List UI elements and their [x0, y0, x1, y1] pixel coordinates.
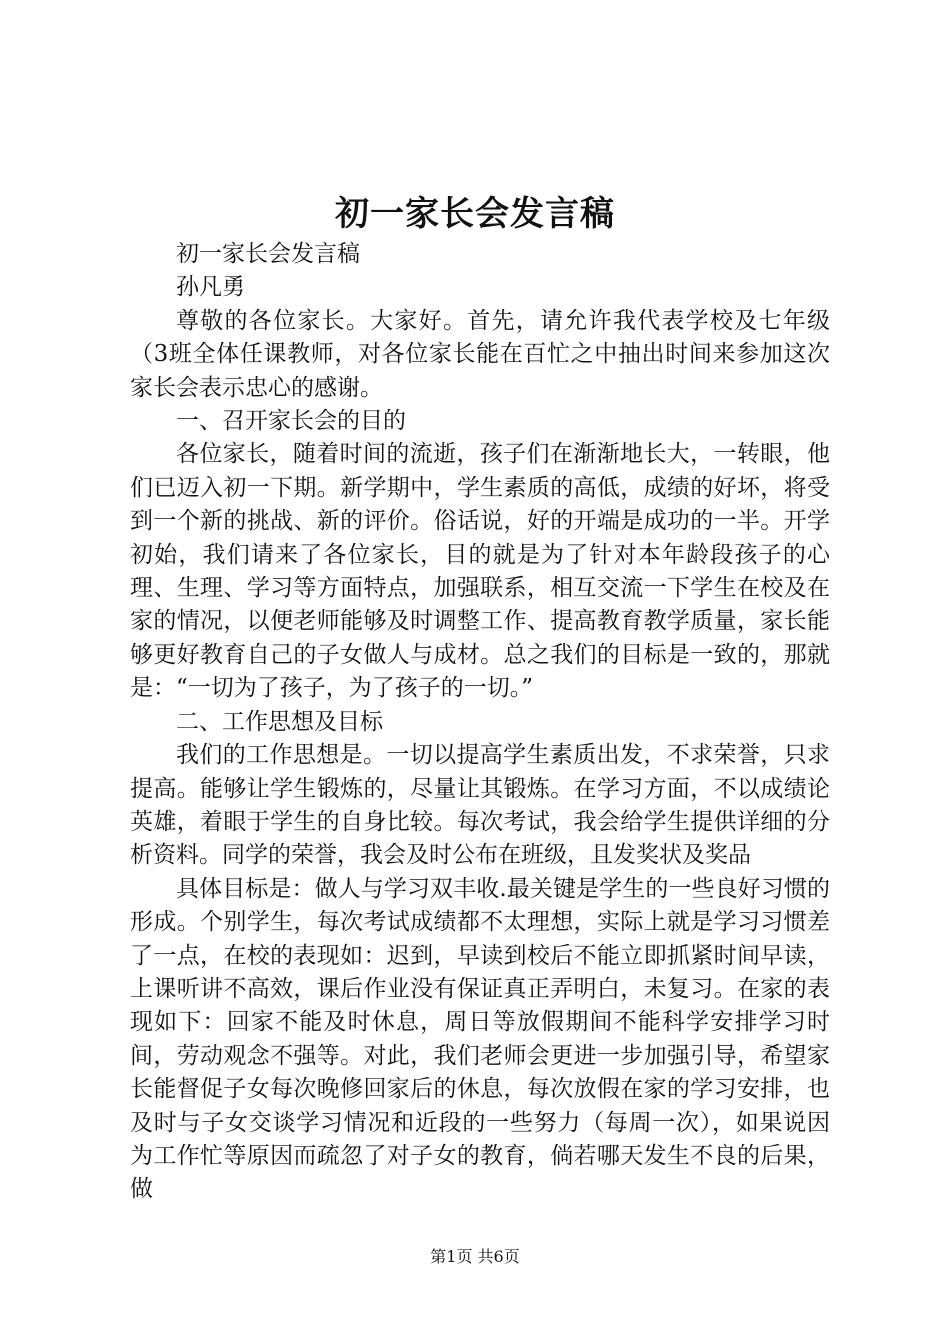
greeting-paragraph: 尊敬的各位家长。大家好。首先，请允许我代表学校及七年级（3班全体任课教师，对各位家长能在百忙之中抽出时间来参加这次家长会表示忠心的感谢。	[130, 307, 830, 401]
document-title: 初一家长会发言稿	[335, 194, 615, 234]
document-body	[130, 238, 830, 1207]
subtitle-paragraph: 初一家长会发言稿	[176, 241, 360, 267]
body-paragraph: 具体目标是：做人与学习双丰收.最关键是学生的一些良好习惯的形成。个别学生，每次考试成绩都不太理想，实际上就是学习习惯差了一点，在校的表现如：迟到，早读到校后不能立即抓紧时间早读，上课听讲不高效，课后作业没有保证真正弄明白，未复习。在家的表现如下：回家不能及时休息，周日等放假期间不能科学安排学习时间，劳动观念不强等。对此，我们老师会更进一步加强引导，希望家长能督促子女每次晚修回家后的休息，每次放假在家的学习安排，也及时与子女交谈学习情况和近段的一些努力（每周一次），如果说因为工作忙等原因而疏忽了对子女的教育，倘若哪天发生不良的后果，做	[130, 875, 830, 1203]
section-heading-1: 一、召开家长会的目的	[176, 408, 406, 435]
body-paragraph: 各位家长，随着时间的流逝，孩子们在渐渐地长大，一转眼，他们已迈入初一下期。新学期中，学生素质的高低，成绩的好坏，将受到一个新的挑战、新的评价。俗话说，好的开端是成功的一半。开学初始，我们请来了各位家长，目的就是为了针对本年龄段孩子的心理、生理、学习等方面特点，加强联系，相互交流一下学生在校及在家的情况，以便老师能够及时调整工作、提高教育教学质量，家长能够更好教育自己的子女做人与成材。总之我们的目标是一致的，那就是：“一切为了孩子，为了孩子的一切。”	[130, 441, 830, 702]
page-number-footer: 第1页 共6页	[430, 1247, 520, 1266]
section-heading-2: 二、工作思想及目标	[176, 708, 383, 735]
body-paragraph: 我们的工作思想是。一切以提高学生素质出发，不求荣誉，只求提高。能够让学生锻炼的，尽量让其锻炼。在学习方面，不以成绩论英雄，着眼于学生的自身比较。每次考试，我会给学生提供详细的分析资料。同学的荣誉，我会及时公布在班级，且发奖状及奖品	[130, 742, 830, 869]
author-paragraph: 孙凡勇	[176, 274, 245, 301]
